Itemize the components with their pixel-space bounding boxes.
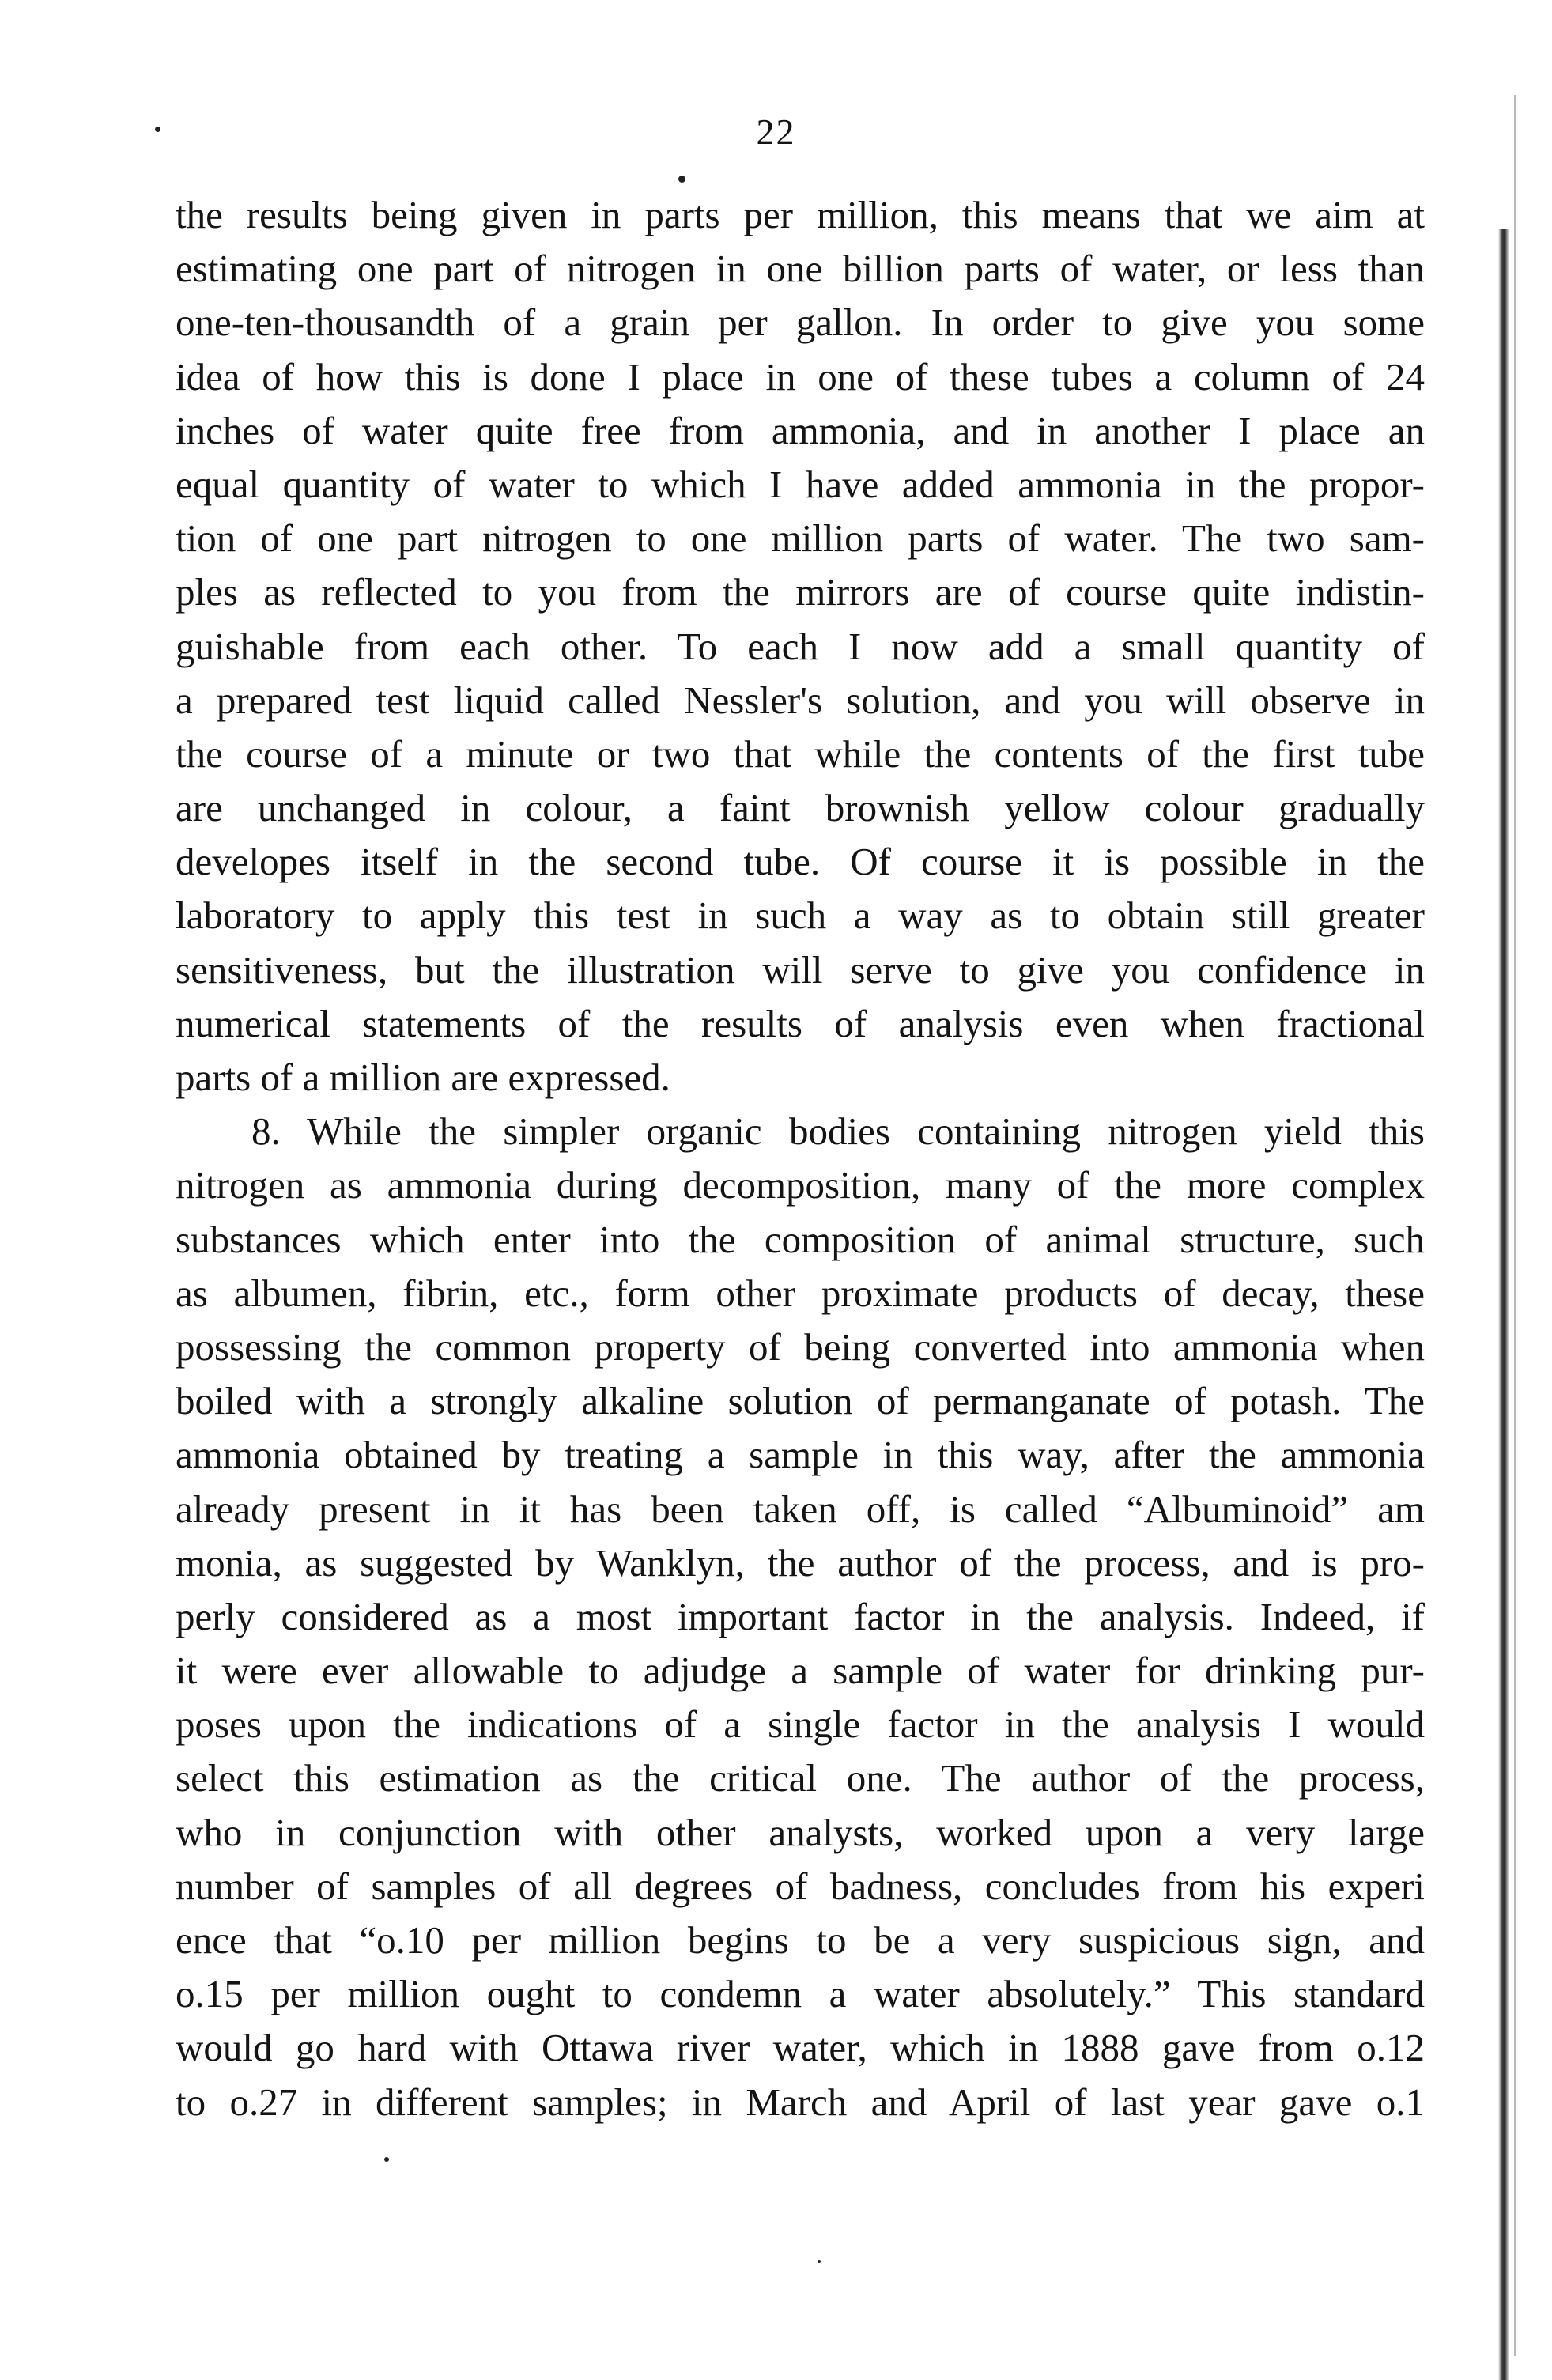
text-line: numerical statements of the results of analysis even when fractional (176, 1001, 1425, 1045)
text-line: estimating one part of nitrogen in one billion parts of water, or less than (176, 247, 1425, 291)
text-line: ples as reflected to you from the mirrors are of course quite indistin- (176, 570, 1425, 614)
text-line: are unchanged in colour, a faint brownish yellow colour gradually (176, 786, 1425, 830)
text-line: would go hard with Ottawa river water, which in 1888 gave from o.12 (176, 2026, 1425, 2070)
paragraph-end-line: parts of a million are expressed. (176, 1056, 670, 1099)
scan-speck (678, 176, 685, 183)
text-line: guishable from each other. To each I now add a small quantity of (176, 624, 1425, 668)
text-line: it were ever allowable to adjudge a sample of water for drinking pur- (176, 1649, 1425, 1693)
page-number: 22 (756, 111, 796, 152)
scan-speck (384, 2157, 389, 2162)
scan-edge-line (1514, 95, 1516, 2356)
text-line: laboratory to apply this test in such a way as to obtain still greater (176, 893, 1425, 938)
scan-binding-edge (1498, 229, 1509, 2380)
text-line: possessing the common property of being converted into ammonia when (176, 1324, 1425, 1369)
text-line: o.15 per million ought to condemn a water absolutely.” This standard (176, 1972, 1425, 2016)
scan-speck (818, 2260, 821, 2263)
text-line: monia, as suggested by Wanklyn, the author of the process, and is pro- (176, 1540, 1425, 1585)
text-line: number of samples of all degrees of badness, concludes from his experi (176, 1864, 1425, 1908)
text-line: a prepared test liquid called Nessler's solution, and you will observe in (176, 678, 1425, 722)
text-line: nitrogen as ammonia during decomposition, many of the more complex (176, 1163, 1425, 1207)
text-line: to o.27 in different samples; in March and April of last year gave o.1 (176, 2080, 1425, 2124)
text-line: one-ten-thousandth of a grain per gallon. In order to give you some (176, 300, 1425, 345)
text-line: ammonia obtained by treating a sample in this way, after the ammonia (176, 1433, 1425, 1477)
text-line: the course of a minute or two that while the contents of the first tube (176, 731, 1425, 776)
text-line: already present in it has been taken off, is called “Albuminoid” am (176, 1487, 1425, 1531)
text-line: select this estimation as the critical one. The author of the process, (176, 1756, 1425, 1800)
text-line: idea of how this is done I place in one of these tubes a column of 24 (176, 354, 1425, 399)
body-text (176, 188, 1425, 2129)
text-line: developes itself in the second tube. Of course it is possible in the (176, 840, 1425, 884)
text-line: sensitiveness, but the illustration will serve to give you confidence in (176, 947, 1425, 992)
text-line: poses upon the indications of a single factor in the analysis I would (176, 1702, 1425, 1747)
text-line: substances which enter into the composition of animal structure, such (176, 1217, 1425, 1261)
text-line: the results being given in parts per million, this means that we aim at (176, 193, 1425, 236)
text-line: perly considered as a most important factor in the analysis. Indeed, if (176, 1594, 1425, 1638)
text-line: inches of water quite free from ammonia, and in another I place an (176, 408, 1425, 452)
text-line: equal quantity of water to which I have added ammonia in the propor- (176, 462, 1425, 506)
text-line: as albumen, fibrin, etc., form other proximate products of decay, these (176, 1271, 1425, 1315)
text-line: who in conjunction with other analysts, worked upon a very large (176, 1810, 1425, 1854)
text-line: ence that “o.10 per million begins to be a very suspicious sign, and (176, 1918, 1425, 1962)
text-line: boiled with a strongly alkaline solution of permanganate of potash. The (176, 1379, 1425, 1423)
section-start-line: 8. While the simpler organic bodies containing nitrogen yield this (251, 1109, 1425, 1154)
text-line: tion of one part nitrogen to one million parts of water. The two sam- (176, 516, 1425, 561)
